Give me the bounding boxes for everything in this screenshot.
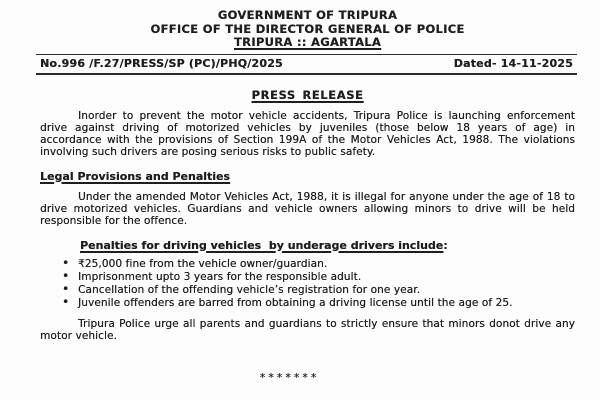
reference-band	[36, 54, 577, 75]
penalty-item-license-bar: • Juvenile offenders are barred from obtaining a driving license until the age of 25.	[62, 297, 575, 310]
penalties-list	[40, 258, 575, 310]
penalty-item-registration-cancellation: • Cancellation of the offending vehicle’s registration for one year.	[62, 284, 575, 297]
legal-provisions-paragraph: Under the amended Motor Vehicles Act, 1988, it is illegal for anyone under the age of 18 to drive motorized vehicles. Guardians and vehicle owners allowing minors to drive will be held responsible for the offence.	[40, 190, 575, 228]
penalties-heading	[80, 239, 575, 252]
document-header	[40, 9, 575, 50]
intro-paragraph: Inorder to prevent the motor vehicle accidents, Tripura Police is launching enforcement drive against driving of motorized vehicles by juveniles (those below 18 years of age) in accordance with the provisions of Section 199A of the Motor Vehicles Act, 1988. The violations involving such drivers are posing serious risks to public safety.	[40, 109, 575, 159]
reference-date: Dated- 14-11-2025	[453, 56, 573, 70]
penalty-item-fine: • ₹25,000 fine from the vehicle owner/guardian.	[62, 258, 575, 271]
penalty-item-imprisonment: • Imprisonment upto 3 years for the responsible adult.	[62, 271, 575, 284]
header-office-line: OFFICE OF THE DIRECTOR GENERAL OF POLICE	[150, 21, 465, 36]
legal-provisions-heading: Legal Provisions and Penalties	[40, 169, 230, 183]
header-location-line: TRIPURA :: AGARTALA	[233, 35, 382, 49]
press-release-title: PRESS RELEASE	[251, 87, 364, 102]
end-of-document-marker: *******	[259, 371, 320, 385]
closing-paragraph: Tripura Police urge all parents and guardians to strictly ensure that minors donot drive any motor vehicle.	[40, 317, 575, 342]
penalties-heading-text: Penalties for driving vehicles by underage drivers include	[80, 238, 444, 252]
reference-number: No.996 /F.27/PRESS/SP (PC)/PHQ/2025	[40, 56, 283, 70]
penalties-heading-colon: :	[443, 238, 448, 252]
header-government-line: GOVERNMENT OF TRIPURA	[217, 8, 398, 22]
